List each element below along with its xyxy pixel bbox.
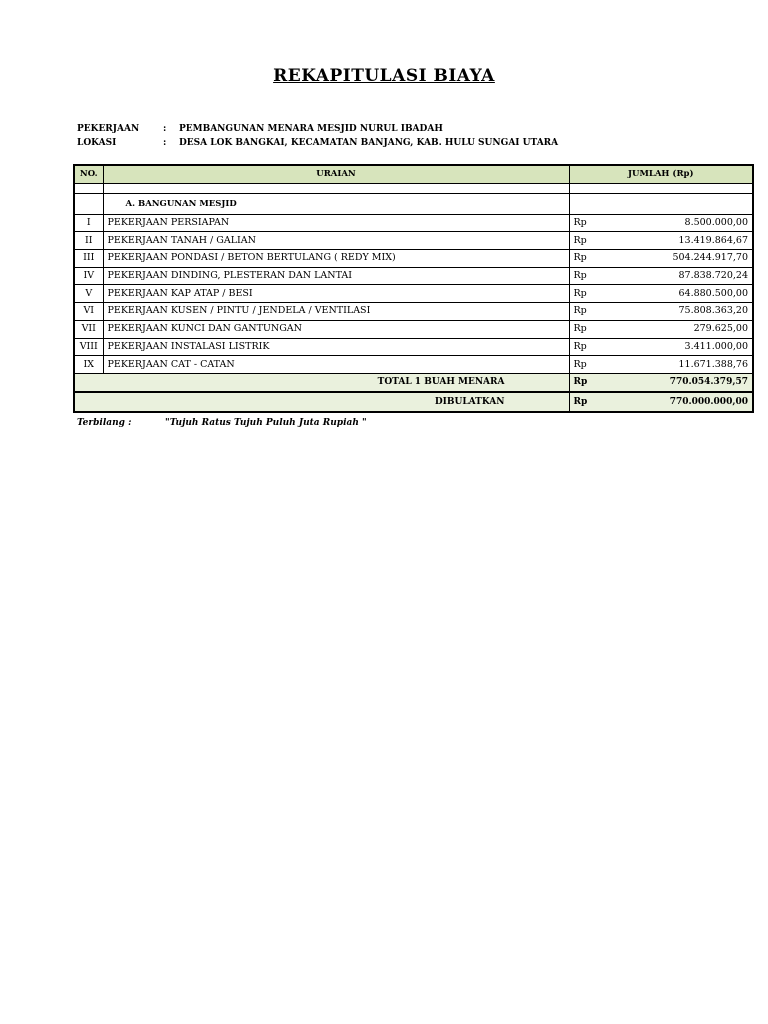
row-currency: Rp	[569, 338, 611, 356]
terbilang-value: "Tujuh Ratus Tujuh Puluh Juta Rupiah "	[165, 418, 367, 428]
row-no: IV	[74, 267, 103, 285]
rekap-table	[73, 164, 754, 413]
row-currency: Rp	[569, 267, 611, 285]
row-amount: 64.880.500,00	[611, 285, 753, 303]
row-no: VI	[74, 303, 103, 321]
row-uraian: PEKERJAAN KAP ATAP / BESI	[103, 285, 569, 303]
rounded-label: DIBULATKAN	[74, 392, 569, 412]
row-uraian: PEKERJAAN KUSEN / PINTU / JENDELA / VENTILASI	[103, 303, 569, 321]
lokasi-label: LOKASI	[77, 138, 117, 148]
row-currency: Rp	[569, 232, 611, 250]
row-amount: 8.500.000,00	[611, 214, 753, 232]
header-jumlah: JUMLAH (Rp)	[569, 165, 753, 183]
pekerjaan-label: PEKERJAAN	[77, 124, 140, 134]
row-no: IX	[74, 356, 103, 374]
rounded-row	[74, 392, 753, 412]
table-row	[74, 250, 753, 268]
row-amount: 75.808.363,20	[611, 303, 753, 321]
table-row	[74, 320, 753, 338]
row-currency: Rp	[569, 303, 611, 321]
meta-pekerjaan	[77, 124, 443, 134]
row-uraian: PEKERJAAN CAT - CATAN	[103, 356, 569, 374]
table-row	[74, 285, 753, 303]
row-no: VII	[74, 320, 103, 338]
row-uraian: PEKERJAAN PONDASI / BETON BERTULANG ( REDY MIX)	[103, 250, 569, 268]
spacer-row	[74, 183, 753, 193]
row-amount: 13.419.864,67	[611, 232, 753, 250]
rounded-amount: 770.000.000,00	[611, 392, 753, 412]
row-amount: 87.838.720,24	[611, 267, 753, 285]
row-uraian: PEKERJAAN TANAH / GALIAN	[103, 232, 569, 250]
row-no: V	[74, 285, 103, 303]
page-title: REKAPITULASI BIAYA	[273, 66, 495, 86]
lokasi-value: DESA LOK BANGKAI, KECAMATAN BANJANG, KAB. HULU SUNGAI UTARA	[179, 138, 559, 148]
terbilang	[77, 418, 367, 428]
row-currency: Rp	[569, 320, 611, 338]
row-uraian: PEKERJAAN PERSIAPAN	[103, 214, 569, 232]
header-no: NO.	[74, 165, 103, 183]
table-row	[74, 232, 753, 250]
row-currency: Rp	[569, 285, 611, 303]
lokasi-colon: :	[163, 138, 167, 148]
total-label: TOTAL 1 BUAH MENARA	[74, 373, 569, 391]
row-no: III	[74, 250, 103, 268]
header-uraian: URAIAN	[103, 165, 569, 183]
section-row	[74, 193, 753, 214]
row-currency: Rp	[569, 214, 611, 232]
row-amount: 11.671.388,76	[611, 356, 753, 374]
total-currency: Rp	[569, 373, 611, 391]
row-uraian: PEKERJAAN DINDING, PLESTERAN DAN LANTAI	[103, 267, 569, 285]
row-amount: 279.625,00	[611, 320, 753, 338]
table-row	[74, 214, 753, 232]
row-amount: 3.411.000,00	[611, 338, 753, 356]
meta-lokasi	[77, 138, 558, 148]
row-no: I	[74, 214, 103, 232]
pekerjaan-colon: :	[163, 124, 167, 134]
terbilang-label: Terbilang :	[77, 418, 132, 428]
section-title: A. BANGUNAN MESJID	[103, 193, 569, 214]
total-amount: 770.054.379,57	[611, 373, 753, 391]
total-row	[74, 373, 753, 391]
table-row	[74, 356, 753, 374]
row-no: II	[74, 232, 103, 250]
rounded-currency: Rp	[569, 392, 611, 412]
pekerjaan-value: PEMBANGUNAN MENARA MESJID NURUL IBADAH	[179, 124, 443, 134]
table-row	[74, 303, 753, 321]
table-row	[74, 338, 753, 356]
row-amount: 504.244.917,70	[611, 250, 753, 268]
table-row	[74, 267, 753, 285]
row-uraian: PEKERJAAN INSTALASI LISTRIK	[103, 338, 569, 356]
row-no: VIII	[74, 338, 103, 356]
row-uraian: PEKERJAAN KUNCI DAN GANTUNGAN	[103, 320, 569, 338]
row-currency: Rp	[569, 250, 611, 268]
row-currency: Rp	[569, 356, 611, 374]
